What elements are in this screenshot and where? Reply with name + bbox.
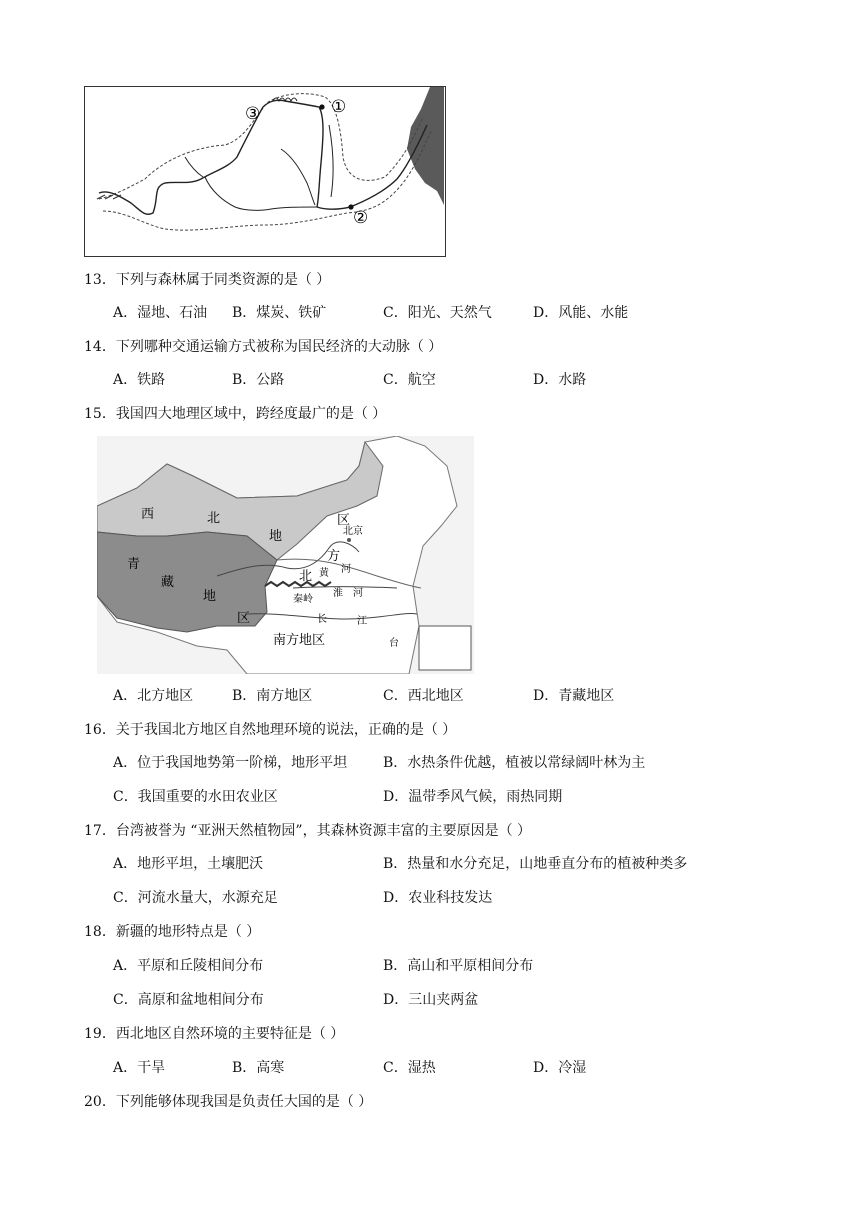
option-c[interactable]: C．河流水量大，水源充足 xyxy=(113,890,278,906)
option-c[interactable]: C．高原和盆地相间分布 xyxy=(113,992,264,1008)
north-label-2: 方 xyxy=(327,549,341,564)
option-c[interactable]: C．湿热 xyxy=(383,1060,436,1076)
question-number: 13． xyxy=(84,272,116,288)
question-13-stem xyxy=(84,270,330,290)
option-d[interactable]: D．水路 xyxy=(533,372,587,388)
option-a[interactable]: A．铁路 xyxy=(113,372,166,388)
option-a[interactable]: A．干旱 xyxy=(113,1060,166,1076)
question-18-stem xyxy=(84,922,260,942)
question-16-stem xyxy=(84,720,456,740)
option-d[interactable]: D．农业科技发达 xyxy=(383,890,493,906)
option-b[interactable]: B．高山和平原相间分布 xyxy=(383,958,534,974)
option-b[interactable]: B．水热条件优越，植被以常绿阔叶林为主 xyxy=(383,755,646,771)
option-c[interactable]: C．阳光、天然气 xyxy=(383,305,492,321)
question-text: 西北地区自然环境的主要特征是（ ） xyxy=(115,1026,345,1042)
huanghe-label-1: 黄 xyxy=(319,568,329,579)
north-label-1: 北 xyxy=(299,569,313,584)
option-d[interactable]: D．风能、水能 xyxy=(533,305,629,321)
option-b[interactable]: B．高寒 xyxy=(232,1060,285,1076)
china-regions-map xyxy=(97,436,474,674)
question-number: 19． xyxy=(84,1026,116,1042)
question-19-stem xyxy=(84,1024,344,1044)
question-15-stem xyxy=(84,404,386,424)
option-b[interactable]: B．热量和水分充足，山地垂直分布的植被种类多 xyxy=(383,856,688,872)
marker-2-label: ② xyxy=(353,208,369,228)
option-c[interactable]: C．我国重要的水田农业区 xyxy=(113,789,278,805)
yellow-river-map-drawing xyxy=(85,87,444,255)
option-b[interactable]: B．煤炭、铁矿 xyxy=(232,305,327,321)
beijing-dot xyxy=(347,538,351,542)
northwest-label-4: 区 xyxy=(337,513,351,528)
option-a[interactable]: A．湿地、石油 xyxy=(113,305,208,321)
option-a[interactable]: A．平原和丘陵相间分布 xyxy=(113,958,264,974)
option-b[interactable]: B．公路 xyxy=(232,372,285,388)
question-number: 18． xyxy=(84,924,116,940)
qingzang-label-4: 区 xyxy=(237,611,251,626)
question-number: 14． xyxy=(84,339,116,355)
taiwan-label: 台 xyxy=(389,638,399,649)
question-14-stem xyxy=(84,337,442,357)
northwest-label-1: 西 xyxy=(141,507,155,522)
changjiang-label-1: 长 xyxy=(317,614,327,625)
option-c[interactable]: C．航空 xyxy=(383,372,436,388)
question-text: 新疆的地形特点是（ ） xyxy=(115,924,261,940)
question-text: 下列哪种交通运输方式被称为国民经济的大动脉（ ） xyxy=(115,339,443,355)
question-number: 17． xyxy=(84,823,116,839)
qingzang-label-3: 地 xyxy=(203,589,217,604)
northwest-label-3: 地 xyxy=(269,529,283,544)
qinling-label: 秦岭 xyxy=(293,594,313,605)
question-17-stem xyxy=(84,821,531,841)
option-a[interactable]: A．地形平坦，土壤肥沃 xyxy=(113,856,264,872)
huanghe-label-2: 河 xyxy=(341,564,351,575)
huaihe-label-1: 淮 xyxy=(333,588,343,599)
qingzang-label-1: 青 xyxy=(127,557,141,572)
northwest-label-2: 北 xyxy=(207,511,221,526)
question-text: 关于我国北方地区自然地理环境的说法，正确的是（ ） xyxy=(115,722,457,738)
beijing-label: 北京 xyxy=(343,526,363,537)
question-text: 下列与森林属于同类资源的是（ ） xyxy=(115,272,331,288)
marker-dot-1 xyxy=(319,104,324,109)
marker-3-label: ③ xyxy=(245,104,261,124)
question-text: 下列能够体现我国是负责任大国的是（ ） xyxy=(115,1094,373,1110)
marker-1-label: ① xyxy=(331,97,347,117)
question-text: 我国四大地理区域中，跨经度最广的是（ ） xyxy=(115,406,387,422)
qingzang-label-2: 藏 xyxy=(161,575,175,590)
changjiang-label-2: 江 xyxy=(357,616,367,627)
option-d[interactable]: D．冷湿 xyxy=(533,1060,587,1076)
huaihe-label-2: 河 xyxy=(353,588,363,599)
south-label: 南方地区 xyxy=(273,633,326,648)
option-d[interactable]: D．三山夹两盆 xyxy=(383,992,479,1008)
question-number: 16． xyxy=(84,722,116,738)
option-d[interactable]: D．温带季风气候，雨热同期 xyxy=(383,789,563,805)
yellow-river-map xyxy=(84,86,446,257)
option-a[interactable]: A．北方地区 xyxy=(113,688,194,704)
option-a[interactable]: A．位于我国地势第一阶梯，地形平坦 xyxy=(113,755,348,771)
option-c[interactable]: C．西北地区 xyxy=(383,688,464,704)
question-text: 台湾被誉为 “亚洲天然植物园”，其森林资源丰富的主要原因是（ ） xyxy=(115,823,532,839)
option-b[interactable]: B．南方地区 xyxy=(232,688,313,704)
question-20-stem xyxy=(84,1092,372,1112)
china-regions-map-drawing xyxy=(97,436,474,674)
question-number: 20． xyxy=(84,1094,116,1110)
option-d[interactable]: D．青藏地区 xyxy=(533,688,615,704)
question-number: 15． xyxy=(84,406,116,422)
